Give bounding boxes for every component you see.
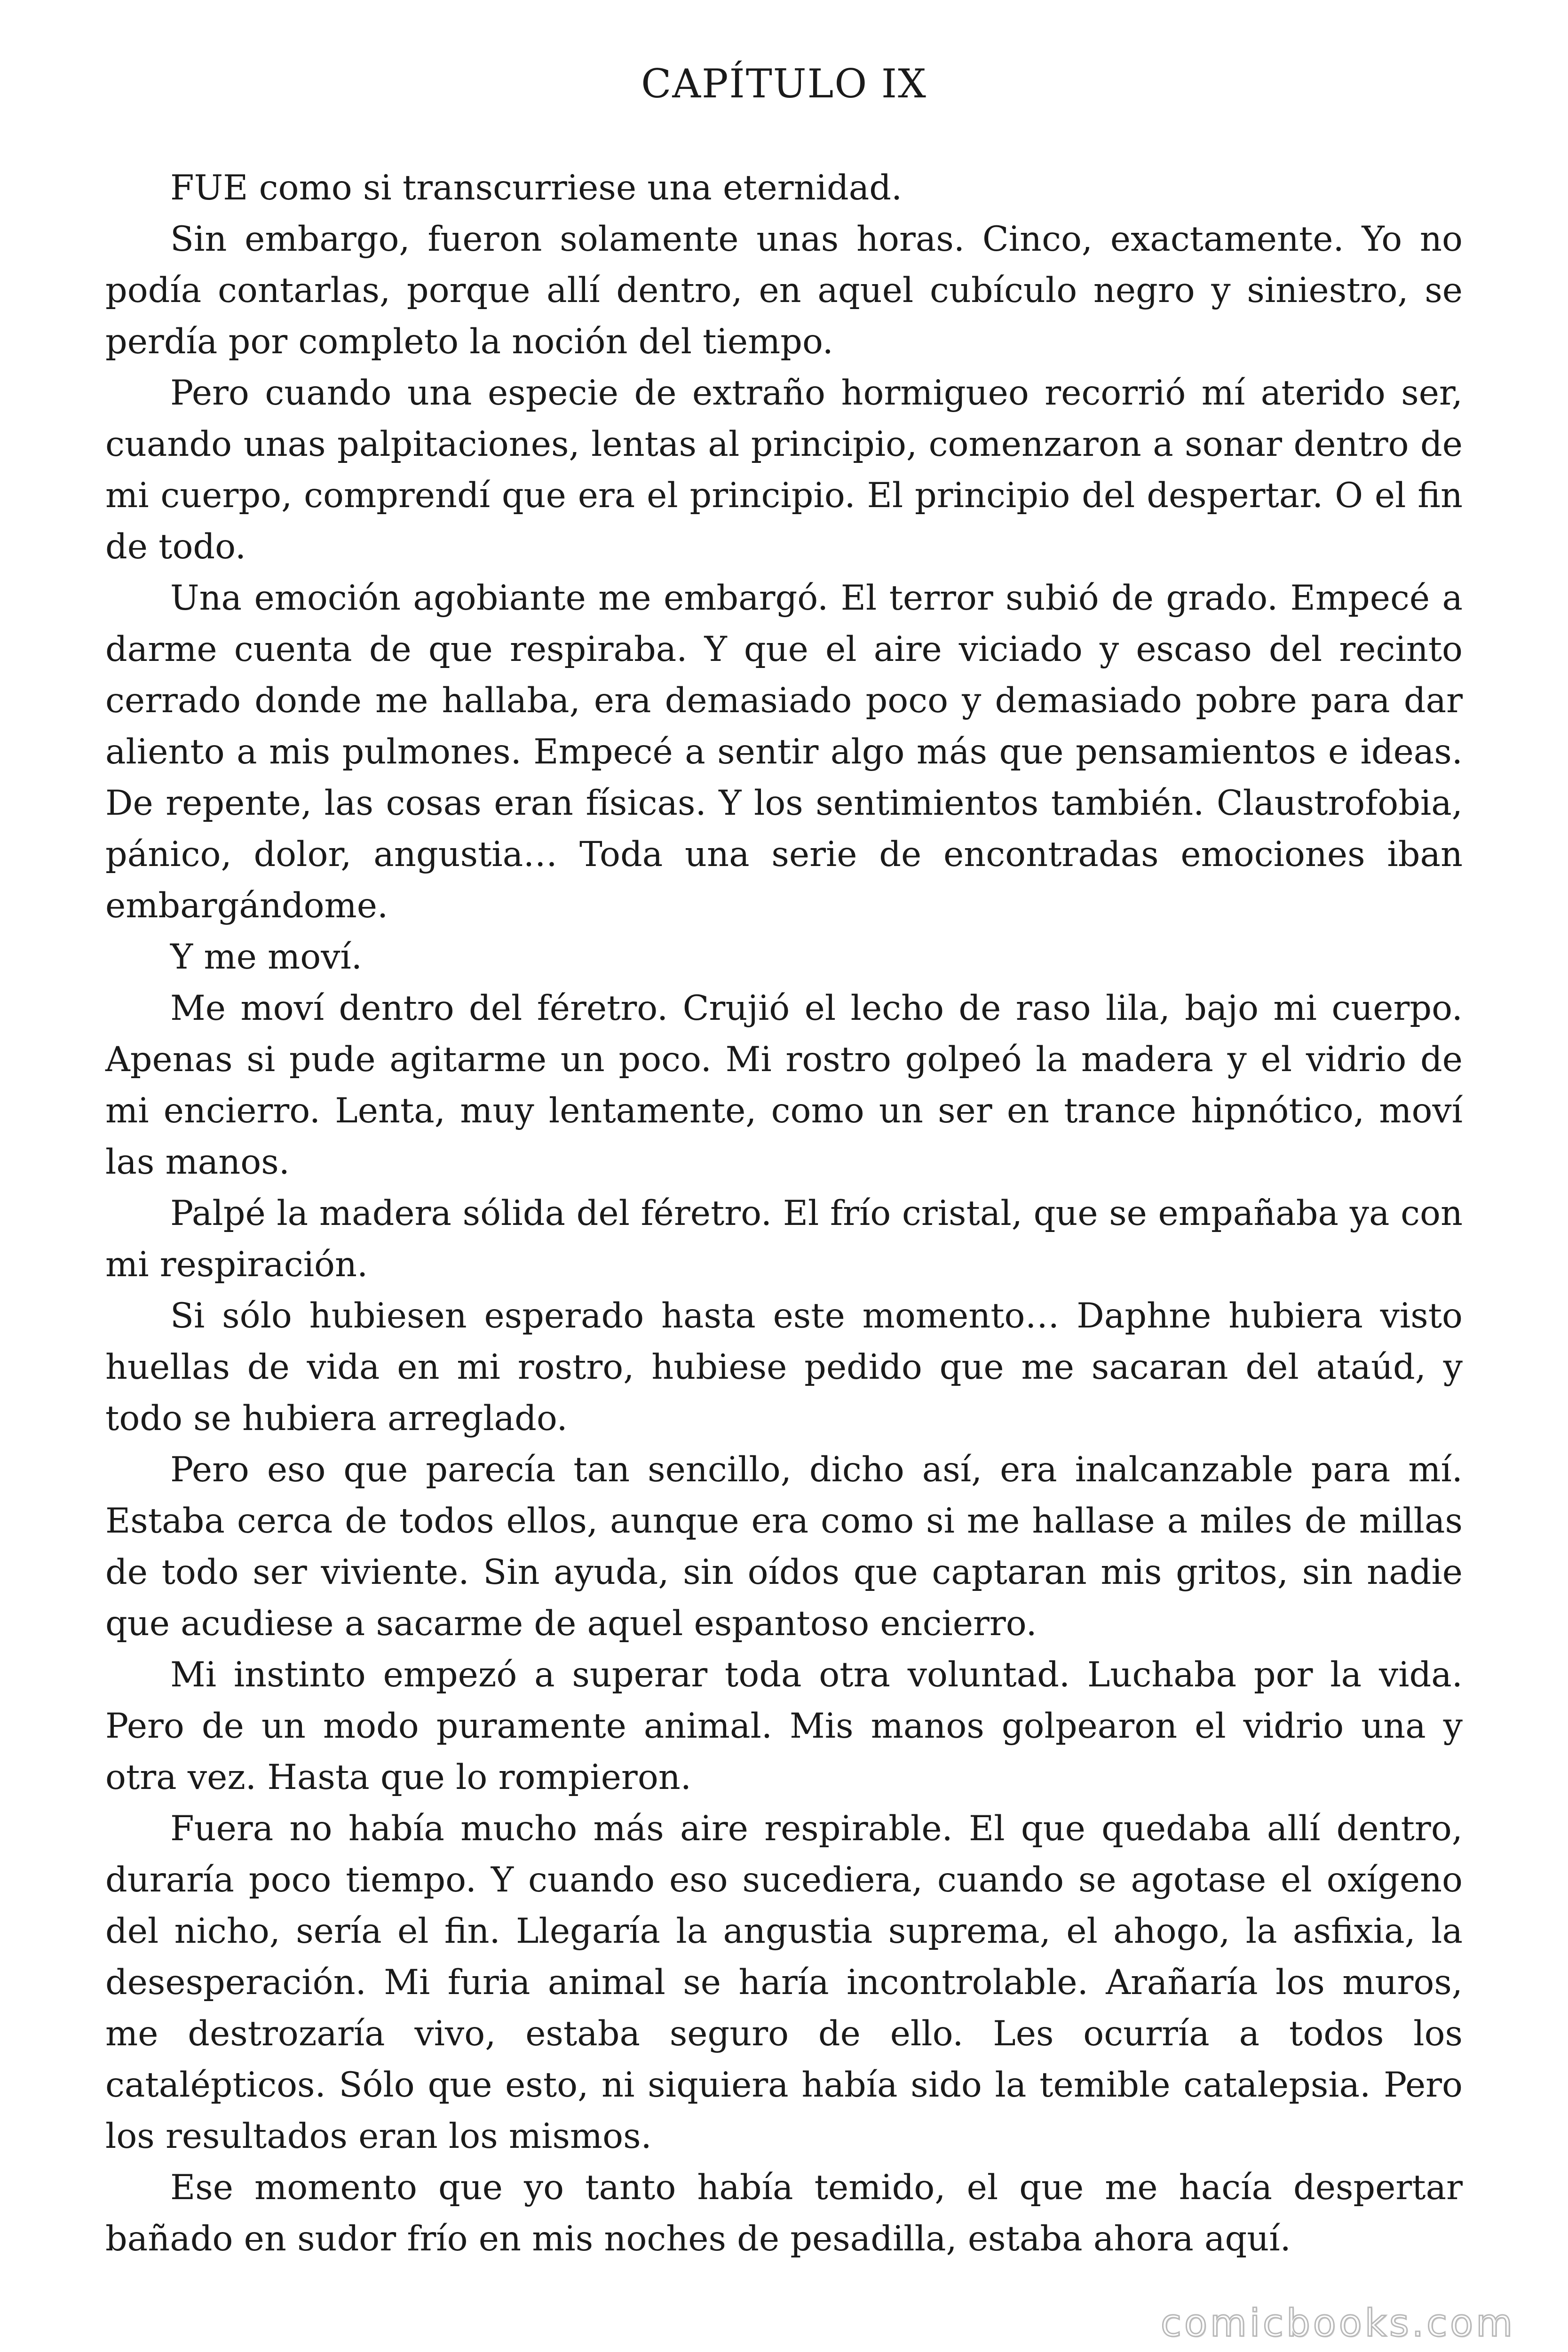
paragraph-9: Pero eso que parecía tan sencillo, dicho así, era inalcanzable para mí. Estaba cerca de todos ellos, aunque era como si me hallase a miles de millas de todo ser viviente. Sin ayuda, sin oídos que captaran mis gritos, sin nadie que acudiese a sacarme de aquel espantoso encierro. bbox=[105, 1450, 1463, 1644]
paragraph-6: Me moví dentro del féretro. Crujió el lecho de raso lila, bajo mi cuerpo. Apenas si pude agitarme un poco. Mi rostro golpeó la madera y el vidrio de mi encierro. Lenta, muy lentamente, como un ser en trance hipnótico, moví las manos. bbox=[105, 988, 1463, 1182]
paragraph-4: Una emoción agobiante me embargó. El terror subió de grado. Empecé a darme cuenta de que respiraba. Y que el aire viciado y escaso del recinto cerrado donde me hallaba, era demasiado poco y demasiado pobre para dar aliento a mis pulmones. Empecé a sentir algo más que pensamientos e ideas. De repente, las cosas eran físicas. Y los sentimientos también. Claustrofobia, pánico, dolor, angustia… Toda una serie de encontradas emociones iban embargándome. bbox=[105, 578, 1463, 926]
paragraph-12: Ese momento que yo tanto había temido, el que me hacía despertar bañado en sudor frío en mis noches de pesadilla, estaba ahora aquí. bbox=[105, 2168, 1463, 2259]
chapter-title: CAPÍTULO IX bbox=[641, 61, 927, 107]
paragraph-11: Fuera no había mucho más aire respirable. El que quedaba allí dentro, duraría poco tiempo. Y cuando eso sucediera, cuando se agotase el oxígeno del nicho, sería el fin. Llegaría la angustia suprema, el ahogo, la asfixia, la desesperación. Mi furia animal se haría incontrolable. Arañaría los muros, me destrozaría vivo, estaba seguro de ello. Les ocurría a todos los catalépticos. Sólo que esto, ni siquiera había sido la temible catalepsia. Pero los resultados eran los mismos. bbox=[105, 1809, 1463, 2156]
paragraph-5: Y me moví. bbox=[170, 937, 362, 977]
paragraph-8: Si sólo hubiesen esperado hasta este momento… Daphne hubiera visto huellas de vida en mi rostro, hubiese pedido que me sacaran del ataúd, y todo se hubiera arreglado. bbox=[105, 1296, 1463, 1438]
paragraph-7: Palpé la madera sólida del féretro. El frío cristal, que se empañaba ya con mi respiración. bbox=[105, 1193, 1463, 1285]
paragraph-3: Pero cuando una especie de extraño hormigueo recorrió mí aterido ser, cuando unas palpitaciones, lentas al principio, comenzaron a sonar dentro de mi cuerpo, comprendí que era el principio. El principio del despertar. O el fin de todo. bbox=[105, 373, 1463, 567]
paragraph-10: Mi instinto empezó a superar toda otra voluntad. Luchaba por la vida. Pero de un modo puramente animal. Mis manos golpearon el vidrio una y otra vez. Hasta que lo rompieron. bbox=[105, 1655, 1463, 1797]
watermark: comicbooks.com bbox=[1160, 2301, 1515, 2345]
paragraph-2: Sin embargo, fueron solamente unas horas. Cinco, exactamente. Yo no podía contarlas, porque allí dentro, en aquel cubículo negro y siniestro, se perdía por completo la noción del tiempo. bbox=[105, 219, 1463, 362]
paragraph-1: FUE como si transcurriese una eternidad. bbox=[170, 168, 903, 208]
body-text bbox=[105, 162, 1463, 2265]
